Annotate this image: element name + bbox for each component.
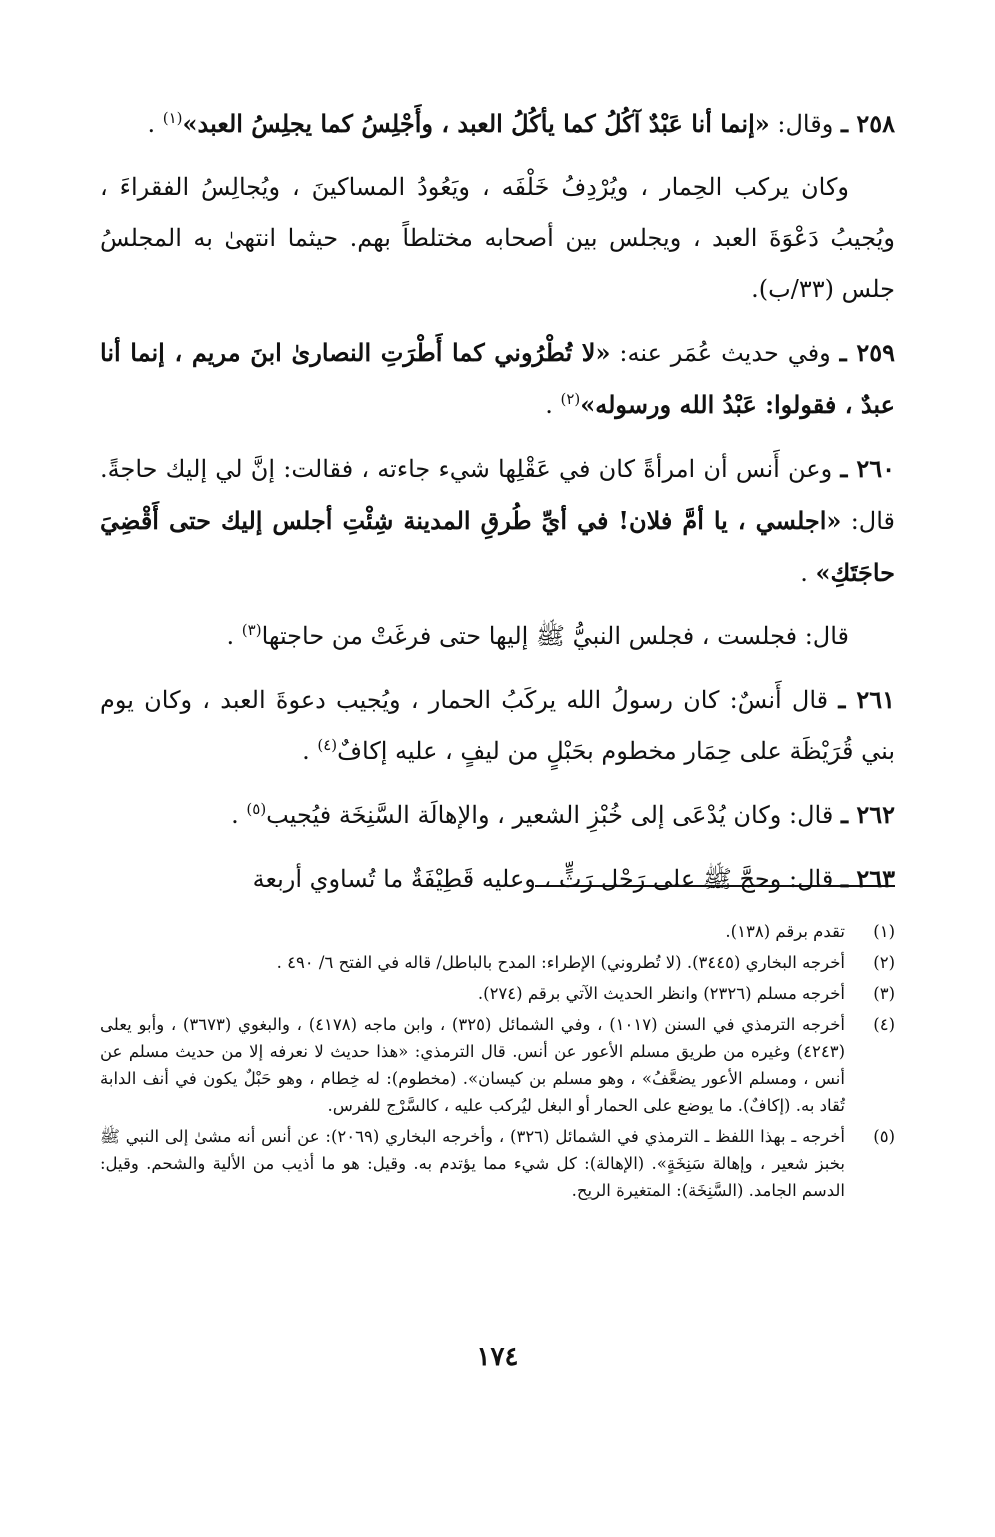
- paragraph-description: وكان يركب الحِمار ، ويُرْدِفُ خَلْفَه ، ويَعُودُ المساكينَ ، ويُجالِسُ الفقراءَ ، ويُجيبُ دَعْوَةَ العبد ، ويجلس بين أصحابه مختلطاً بهم. حيثما انتهىٰ به المجلسُ جلس (٣٣/ب).: [100, 173, 895, 303]
- hadith-quote: «إنما أنا عَبْدٌ آكُلُ كما يأكُلُ العبد ، وأَجْلِسُ كما يجلِسُ العبد»: [182, 109, 770, 138]
- hadith-258: [100, 98, 895, 150]
- hadith-number: ٢٦٠ ـ: [840, 454, 895, 483]
- footnote-number: (٢): [873, 953, 895, 972]
- hadith-end: .: [147, 110, 163, 138]
- hadith-text: قال: وكان يُدْعَى إلى خُبْزِ الشعير ، والإهالَة السَّنِخَة فيُجيب: [266, 801, 841, 829]
- footnote-text: أخرجه ـ بهذا اللفظ ـ الترمذي في الشمائل (٣٢٦) ، وأخرجه البخاري (٢٠٦٩): عن أنس أنه مشىٰ إلى النبي ﷺ بخبز شعير ، وإهالة سَنِخَةٍ». (الإهالة): كل شيء مما يؤتدم به. وقيل: هو ما أذيب من الألية والشحم. وقيل: الدسم الجامد. (السَّنِخَة): المتغيرة الريح.: [100, 1127, 846, 1200]
- hadith-260: [100, 443, 895, 599]
- hadith-259: [100, 327, 895, 431]
- footnote-marker: (١): [162, 109, 183, 127]
- paragraph-narration: [100, 611, 895, 662]
- hadith-262: [100, 789, 895, 841]
- hadith-number: ٢٦٣ ـ: [840, 864, 895, 893]
- hadith-263: [100, 853, 895, 905]
- footnote-text: أخرجه البخاري (٣٤٤٥). (لا تُطروني) الإطراء: المدح بالباطل/ قاله في الفتح ٦/ ٤٩٠ .: [276, 953, 845, 972]
- main-text: [100, 98, 895, 905]
- footnote-number: (٣): [873, 984, 895, 1003]
- footnote-marker: (٥): [246, 800, 267, 818]
- hadith-intro: وفي حديث عُمَر عنه:: [610, 339, 840, 367]
- hadith-261: [100, 674, 895, 777]
- footnote-marker: (٤): [317, 736, 338, 754]
- hadith-intro: وعن أَنس أن امرأةً كان في عَقْلِها شيء جاءته ، فقالت: إنَّ لي إليك حاجةً. قال:: [100, 455, 896, 535]
- hadith-text: قال: وحجَّ ﷺ على رَحْل رَثٍّ ، وعليه قَطِيْفَةٌ ما تُساوي أربعة: [252, 865, 841, 893]
- footnote-text: أخرجه الترمذي في السنن (١٠١٧) ، وفي الشمائل (٣٢٥) ، وابن ماجه (٤١٧٨) ، والبغوي (٣٦٧٣) ، وأبو يعلى (٤٢٤٣) وغيره من طريق مسلم الأعور عن أنس. قال الترمذي: «هذا حديث لا نعرفه إلا من حديث مسلم عن أنس ، ومسلم الأعور يضعَّفُ» ، وهو مسلم بن كيسان». (مخطوم): له خِطام ، وهو حَبْلٌ يكون في أنف الدابة تُقاد به. (إكافٌ). ما يوضع على الحمار أو البغل ليُركب عليه ، كالسَّرْج للفرس.: [100, 1015, 845, 1115]
- hadith-end: .: [231, 801, 247, 829]
- footnote-item: [100, 949, 895, 976]
- footnote-item: [100, 1011, 895, 1119]
- footnote-number: (٤): [873, 1015, 895, 1034]
- hadith-text: قال أَنسٌ: كان رسولُ الله يركَبُ الحمار ، ويُجيب دعوةَ العبد ، وكان يوم بني قُرَيْظَة على حِمَار مخطوم بحَبْلٍ من ليفٍ ، عليه إكافٌ: [100, 686, 895, 765]
- hadith-number: ٢٥٨ ـ: [840, 109, 895, 138]
- hadith-intro: وقال:: [769, 110, 841, 138]
- hadith-end: .: [545, 391, 561, 419]
- footnote-number: (٥): [873, 1127, 895, 1146]
- footnote-text: أخرجه مسلم (٢٣٢٦) وانظر الحديث الآتي برقم (٢٧٤).: [477, 984, 845, 1003]
- footnote-marker: (٢): [560, 390, 581, 408]
- footnote-number: (١): [873, 922, 895, 941]
- footnotes: [100, 918, 895, 1208]
- hadith-end: .: [302, 737, 318, 765]
- hadith-number: ٢٦١ ـ: [838, 685, 895, 714]
- hadith-number: ٢٦٢ ـ: [840, 800, 895, 829]
- hadith-quote: «اجلسي ، يا أمَّ فلان! في أيِّ طُرقِ المدينة شِئْتِ أجلس إليك حتى أَقْضِيَ حاجَتَكِ»: [100, 506, 895, 587]
- page-number: ١٧٤: [476, 1342, 519, 1372]
- footnote-item: [100, 918, 895, 945]
- footnote-item: [100, 980, 895, 1007]
- footnote-text: تقدم برقم (١٣٨).: [725, 922, 845, 941]
- footnote-item: [100, 1123, 895, 1204]
- narration-text: قال: فجلست ، فجلس النبيُّ ﷺ إليها حتى فرغَتْ من حاجتها: [261, 622, 849, 650]
- footnote-marker: (٣): [241, 621, 262, 639]
- hadith-quote: «لا تُطْرُوني كما أَطْرَتِ النصارىٰ ابنَ مريم ، إنما أنا عبدٌ ، فقولوا: عَبْدُ الله ورسوله»: [100, 338, 895, 419]
- footnote-separator: [535, 885, 895, 887]
- narration-end: .: [226, 622, 242, 650]
- hadith-number: ٢٥٩ ـ: [839, 338, 896, 367]
- hadith-end: .: [800, 559, 816, 587]
